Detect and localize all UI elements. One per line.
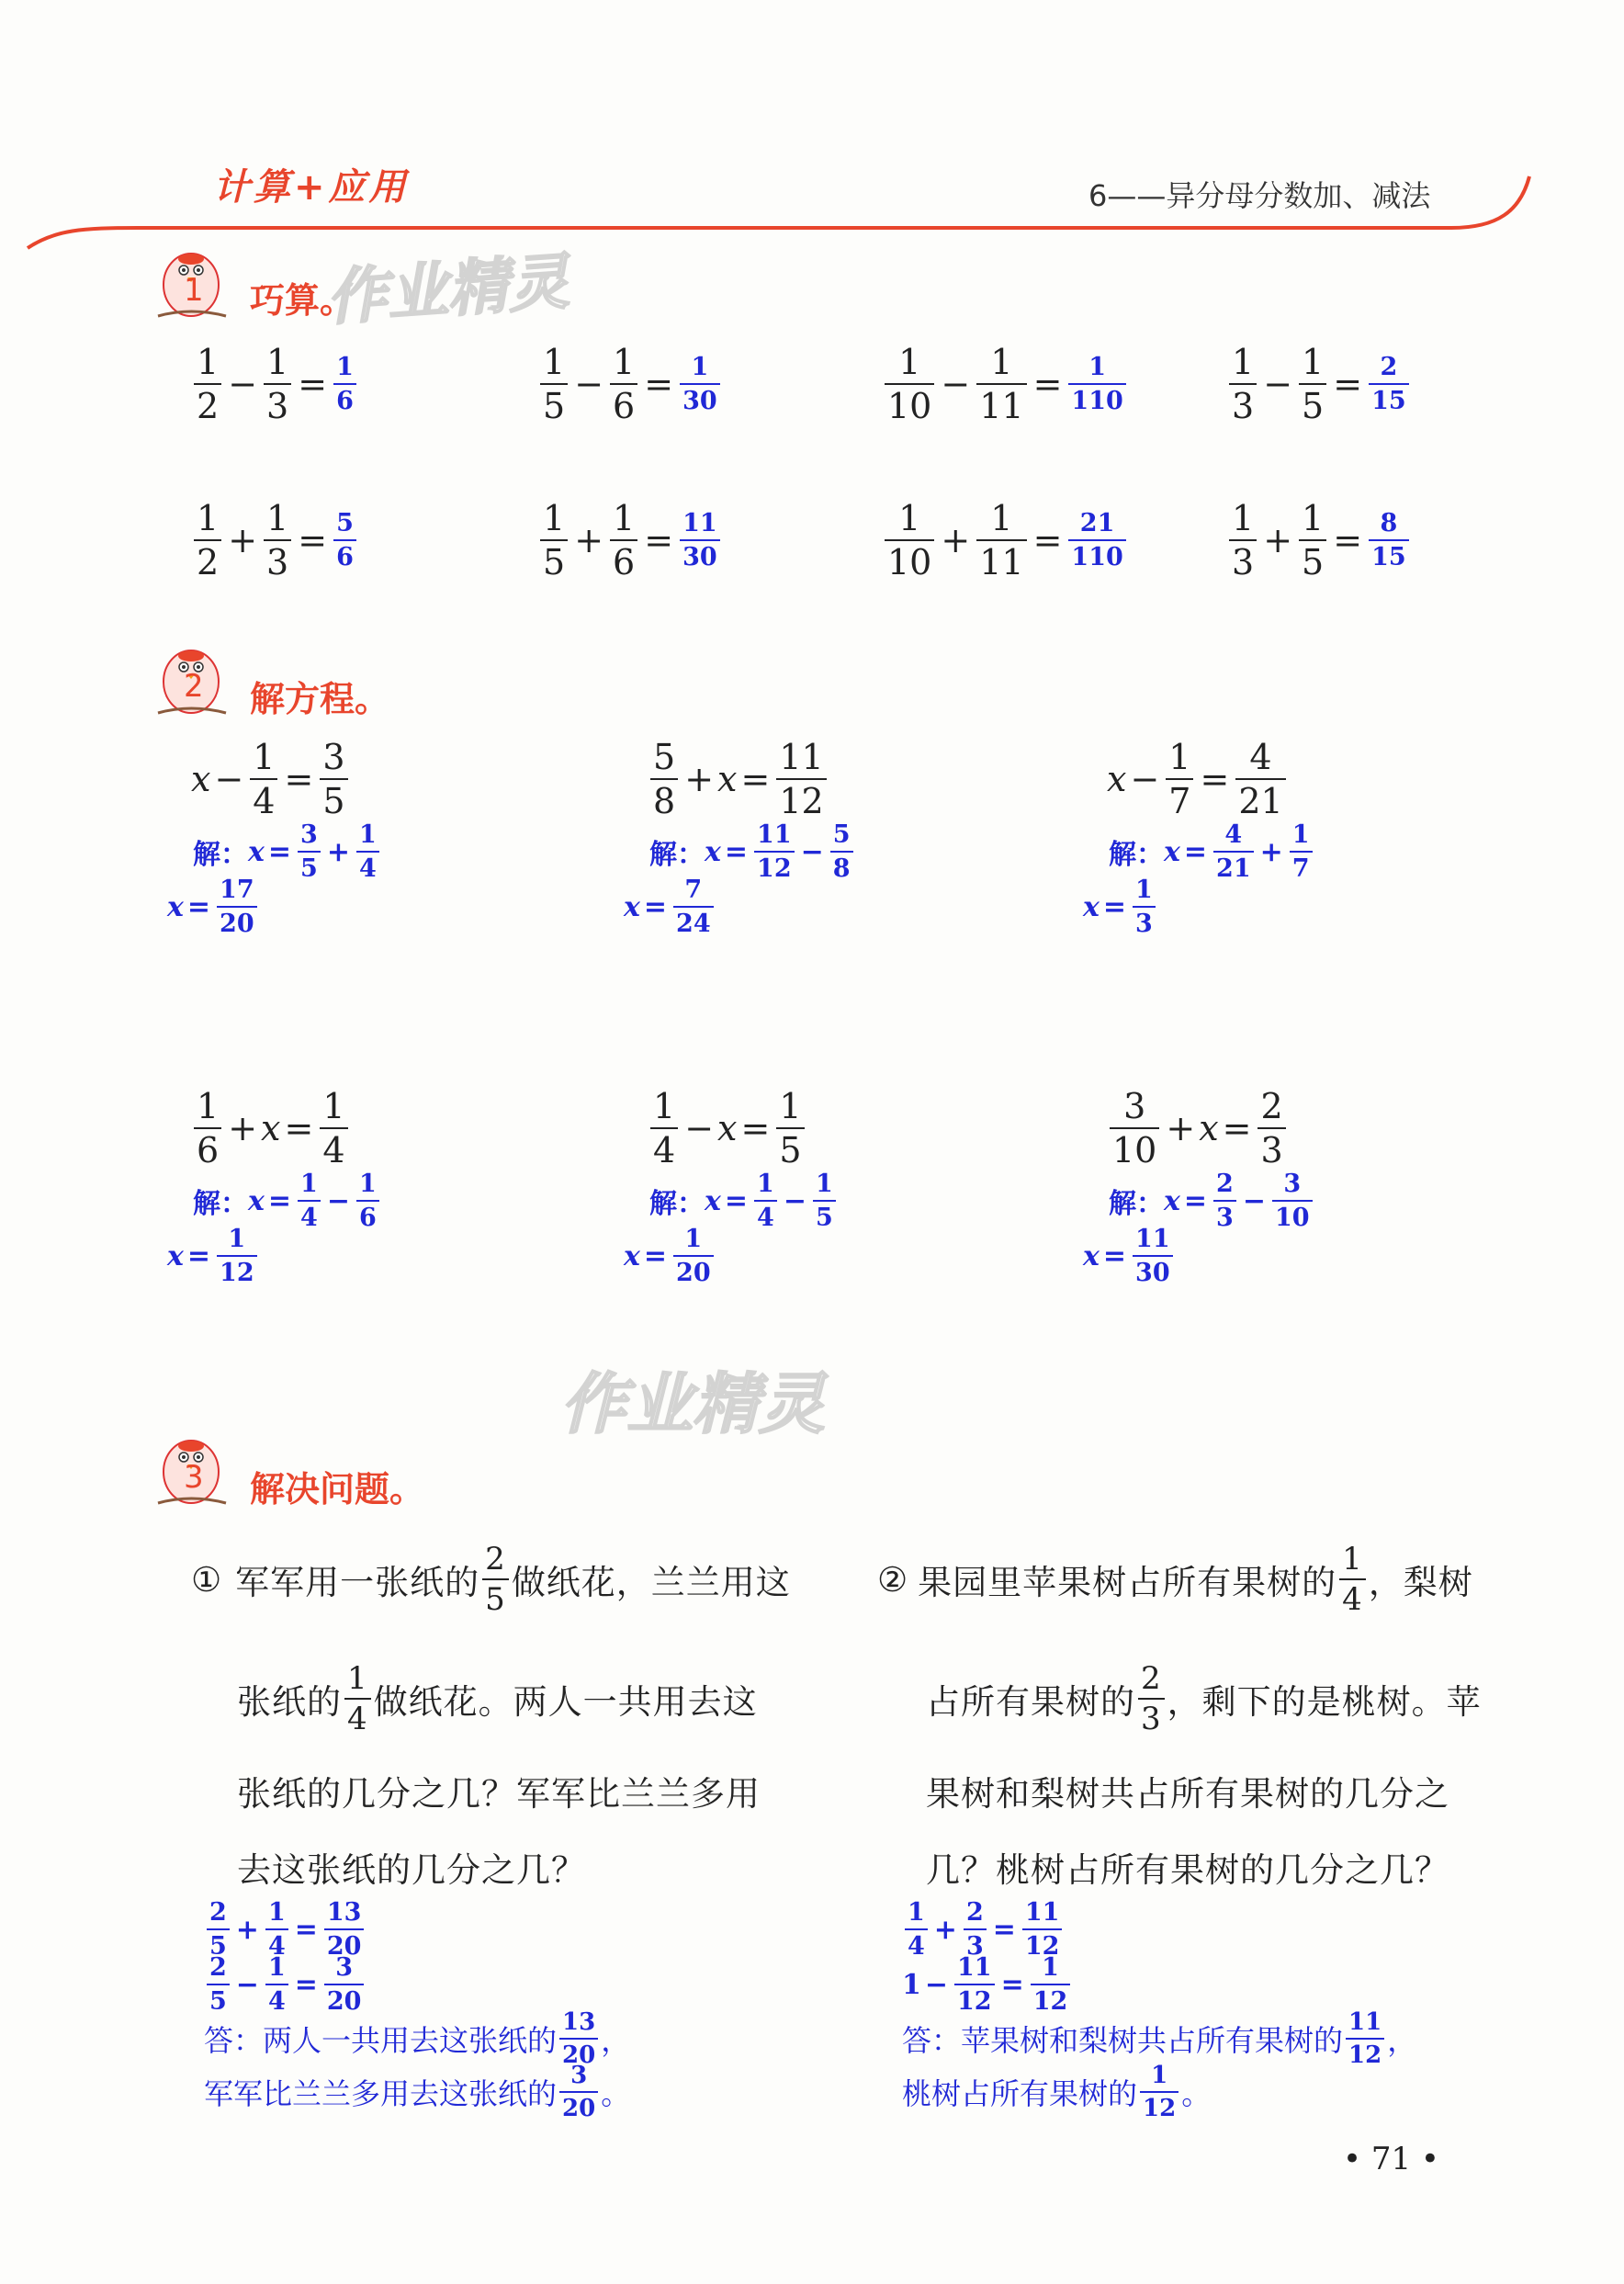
section3-title: 解决问题。 [250, 1469, 425, 1509]
equation-solution-result: x = $\frac{11}{30}$ [1083, 1227, 1176, 1285]
p2-l2b: ，剩下的是桃树。苹 [1167, 1682, 1482, 1722]
p2-l1b: ，梨树 [1368, 1563, 1473, 1602]
p1-line3: 张纸的几分之几？军军比兰兰多用 [237, 1774, 761, 1814]
calc-problem: $\frac{1}{2}$ + $\frac{1}{3}$ = $\frac{5}{6}$ [191, 501, 359, 580]
calc-problem: $\frac{1}{10}$ + $\frac{1}{11}$ = $\frac{21}{110}$ [882, 501, 1129, 580]
p2-mark: ② [877, 1559, 909, 1600]
equation: x − $\frac{1}{7}$ = $\frac{4}{21}$ [1107, 740, 1289, 819]
equation-solution-result: x = $\frac{1}{20}$ [624, 1227, 716, 1285]
p2-l2a: 占所有果树的 [926, 1682, 1135, 1722]
equation-solution-step: 解： x = $\frac{4}{21}$ + $\frac{1}{7}$ [1109, 822, 1315, 881]
equation: $\frac{3}{10}$ + x = $\frac{2}{3}$ [1107, 1089, 1289, 1168]
equation-solution-step: 解： x = $\frac{1}{4}$ − $\frac{1}{5}$ [649, 1171, 839, 1230]
p2-l1a: 果园里苹果树占所有果树的 [918, 1563, 1337, 1602]
equation-solution-result: x = $\frac{7}{24}$ [624, 877, 716, 936]
calc-problem: $\frac{1}{3}$ + $\frac{1}{5}$ = $\frac{8}{15}$ [1226, 501, 1412, 580]
p1-l1a: 军军用一张纸的 [235, 1563, 480, 1602]
section3-number: 3 [184, 1459, 204, 1496]
header-right-title: 6——异分母分数加、减法 [1088, 178, 1431, 213]
watermark-middle: 作业精灵 [560, 1365, 826, 1442]
p1-answer2: 军军比兰兰多用去这张纸的 $\frac{3}{20}$ 。 [204, 2062, 631, 2122]
p2-line2 [926, 1660, 1482, 1737]
p1-l2a: 张纸的 [237, 1682, 342, 1722]
header-rule [0, 165, 1624, 257]
page-number: • 71 • [1343, 2141, 1439, 2177]
p1-l2b: 做纸花。两人一共用去这 [373, 1682, 758, 1722]
p1-answer1: 答：两人一共用去这张纸的 $\frac{13}{20}$ ， [204, 2008, 631, 2069]
p1-l1b: 做纸花，兰兰用这 [511, 1563, 791, 1602]
calc-problem: $\frac{1}{3}$ − $\frac{1}{5}$ = $\frac{2}{15}$ [1226, 345, 1412, 424]
header-left-title: 计算+应用 [213, 166, 410, 209]
equation-solution-step: 解： x = $\frac{11}{12}$ − $\frac{5}{8}$ [649, 822, 856, 881]
equation: $\frac{5}{8}$ + x = $\frac{11}{12}$ [648, 740, 829, 819]
p1-work1: $\frac{2}{5}$ + $\frac{1}{4}$ = $\frac{13}{20}$ [204, 1900, 367, 1959]
p1-line2 [237, 1660, 758, 1737]
calc-problem: $\frac{1}{2}$ − $\frac{1}{3}$ = $\frac{1}{6}$ [191, 345, 359, 424]
equation-solution-step: 解： x = $\frac{1}{4}$ − $\frac{1}{6}$ [193, 1171, 382, 1230]
p1-line1 [191, 1541, 791, 1618]
equation: x − $\frac{1}{4}$ = $\frac{3}{5}$ [191, 740, 351, 819]
equation-solution-step: 解： x = $\frac{3}{5}$ + $\frac{1}{4}$ [193, 822, 382, 881]
p2-line4: 几？桃树占所有果树的几分之几？ [926, 1850, 1449, 1890]
p2-work1: $\frac{1}{4}$ + $\frac{2}{3}$ = $\frac{11}{12}$ [902, 1900, 1065, 1959]
section1-number: 1 [184, 272, 204, 309]
p1-work2: $\frac{2}{5}$ − $\frac{1}{4}$ = $\frac{3}{20}$ [204, 1955, 367, 2014]
p1-l1-fraction: $\frac{2}{5}$ [482, 1543, 509, 1615]
equation-solution-result: x = $\frac{1}{3}$ [1083, 877, 1158, 936]
calc-problem: $\frac{1}{5}$ + $\frac{1}{6}$ = $\frac{11}{30}$ [537, 501, 723, 580]
section2-title: 解方程。 [250, 679, 390, 719]
p2-answer1: 答：苹果树和梨树共占所有果树的 $\frac{11}{12}$ ， [902, 2008, 1417, 2069]
p2-line3: 果树和梨树共占所有果树的几分之 [926, 1774, 1449, 1814]
equation-solution-step: 解： x = $\frac{2}{3}$ − $\frac{3}{10}$ [1109, 1171, 1315, 1230]
p2-l2-fraction: $\frac{2}{3}$ [1138, 1663, 1165, 1735]
equation-solution-result: x = $\frac{1}{12}$ [167, 1227, 260, 1285]
p2-l1-fraction: $\frac{1}{4}$ [1339, 1543, 1366, 1615]
calc-problem: $\frac{1}{5}$ − $\frac{1}{6}$ = $\frac{1}{30}$ [537, 345, 723, 424]
p2-work2: 1 − $\frac{11}{12}$ = $\frac{1}{12}$ [902, 1955, 1073, 2014]
equation: $\frac{1}{6}$ + x = $\frac{1}{4}$ [191, 1089, 351, 1168]
section2-number: 2 [184, 668, 204, 705]
watermark-top: 作业精灵 [324, 245, 571, 334]
equation-solution-result: x = $\frac{17}{20}$ [167, 877, 260, 936]
section1-title: 巧算。 [250, 280, 355, 321]
calc-problem: $\frac{1}{10}$ − $\frac{1}{11}$ = $\frac{1}{110}$ [882, 345, 1129, 424]
p2-answer2: 桃树占所有果树的 $\frac{1}{12}$ 。 [902, 2062, 1212, 2122]
equation: $\frac{1}{4}$ − x = $\frac{1}{5}$ [648, 1089, 807, 1168]
p1-l2-fraction: $\frac{1}{4}$ [344, 1663, 371, 1735]
p2-line1 [877, 1541, 1473, 1618]
p1-mark: ① [191, 1559, 223, 1600]
p1-line4: 去这张纸的几分之几？ [237, 1850, 586, 1890]
